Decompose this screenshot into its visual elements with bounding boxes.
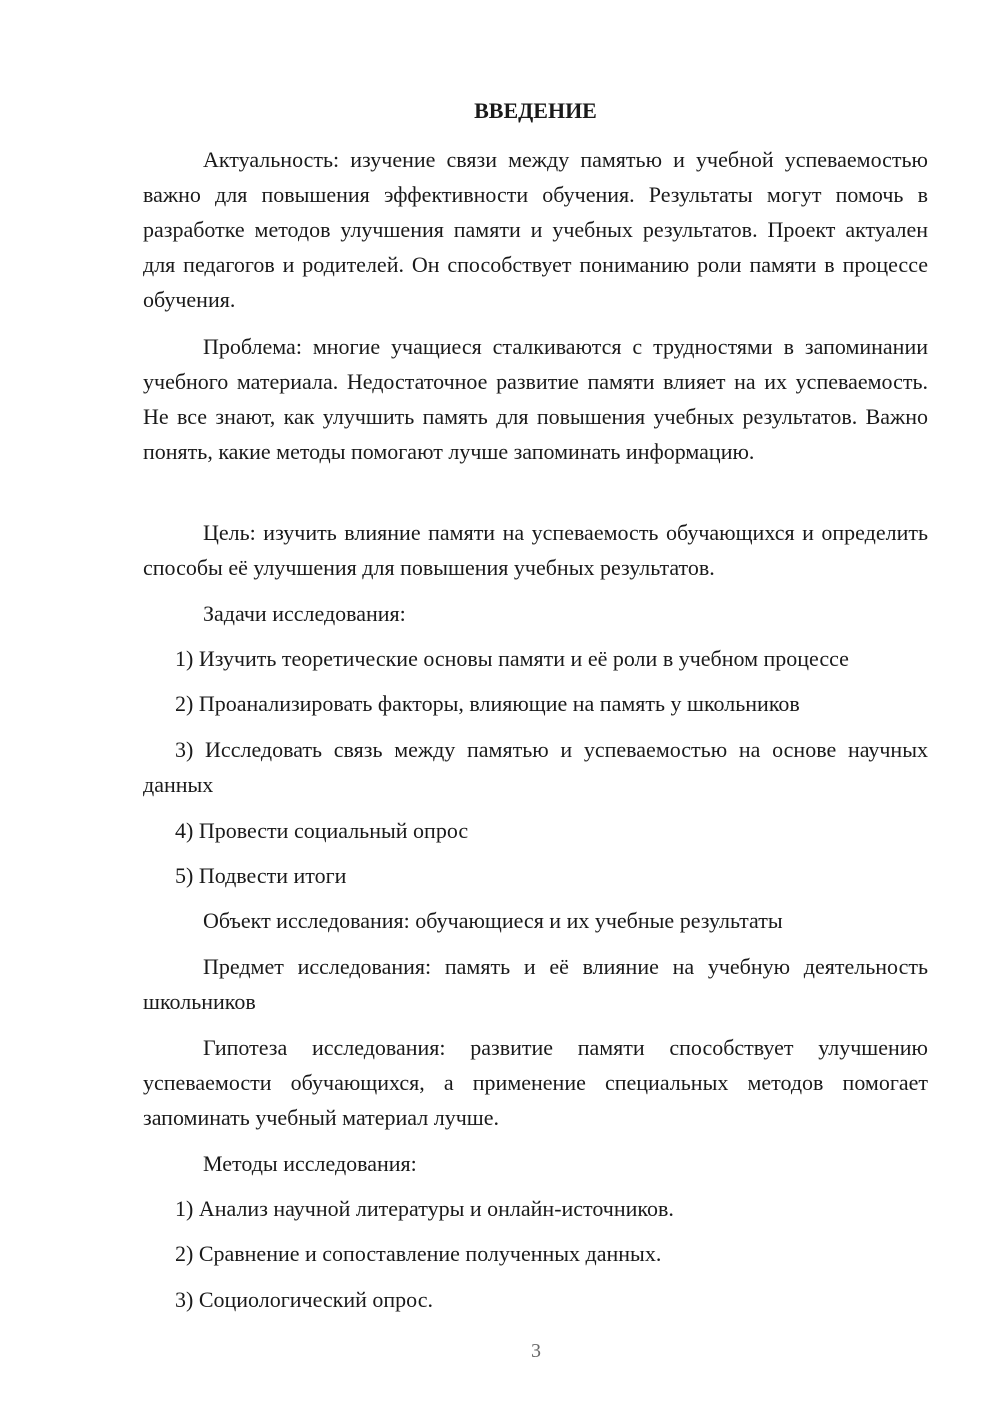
task-item-1: 1) Изучить теоретические основы памяти и её роли в учебном процессе [175,646,849,671]
object-paragraph: Объект исследования: обучающиеся и их учебные результаты [203,908,783,933]
page-title: ВВЕДЕНИЕ [474,98,597,123]
task-item-4: 4) Провести социальный опрос [175,818,469,843]
relevance-paragraph: Актуальность: изучение связи между памятью и учебной успеваемостью важно для повышения эффективности обучения. Результаты могут помочь в разработке методов улучшения памяти и учебных результатов. Проект актуален для педагогов и родителей. Он способствует пониманию роли памяти в процессе обучения. [143,147,928,312]
task-item-2: 2) Проанализировать факторы, влияющие на память у школьников [175,691,800,716]
page-number: 3 [531,1340,541,1362]
task-item-3: 3) Исследовать связь между памятью и успеваемостью на основе научных данных [143,737,928,797]
method-item-3: 3) Социологический опрос. [175,1287,433,1312]
subject-paragraph: Предмет исследования: память и её влияние на учебную деятельность школьников [143,954,928,1014]
methods-heading: Методы исследования: [203,1151,417,1176]
tasks-heading: Задачи исследования: [203,601,406,626]
method-item-1: 1) Анализ научной литературы и онлайн-источников. [175,1196,674,1221]
problem-paragraph: Проблема: многие учащиеся сталкиваются с трудностями в запоминании учебного материала. Недостаточное развитие памяти влияет на их успеваемость. Не все знают, как улучшить память для повышения учебных результатов. Важно понять, какие методы помогают лучше запоминать информацию. [143,334,928,464]
goal-paragraph: Цель: изучить влияние памяти на успеваемость обучающихся и определить способы её улучшения для повышения учебных результатов. [143,520,928,580]
task-item-5: 5) Подвести итоги [175,863,347,888]
method-item-2: 2) Сравнение и сопоставление полученных данных. [175,1241,662,1266]
hypothesis-paragraph: Гипотеза исследования: развитие памяти способствует улучшению успеваемости обучающихся, а применение специальных методов помогает запоминать учебный материал лучше. [143,1035,928,1130]
